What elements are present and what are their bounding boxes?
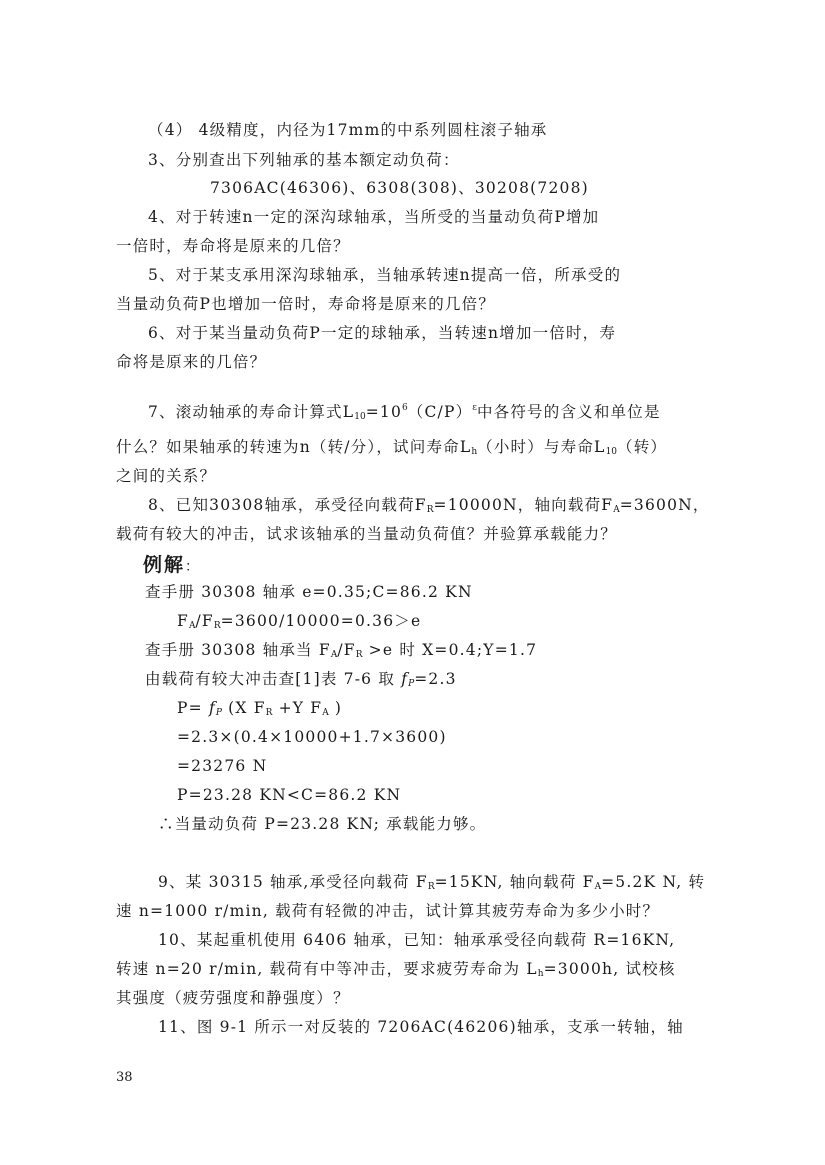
text-line: 其强度（疲劳强度和静强度）？ bbox=[116, 989, 350, 1007]
question-11: 11、图 9-1 所示一对反装的 7206AC(46206)轴承，支承一转轴，轴 bbox=[158, 1018, 684, 1036]
conclusion-line: ∴当量动负荷 P=23.28 KN; 承载能力够。 bbox=[158, 815, 487, 833]
text-line: 当量动负荷P也增加一倍时，寿命将是原来的几倍？ bbox=[116, 295, 496, 313]
question-5: 5、对于某支承用深沟球轴承，当轴承转速n提高一倍，所承受的 bbox=[148, 266, 622, 284]
text-line: 命将是原来的几倍？ bbox=[116, 353, 267, 371]
formula-line: $P= f_P$ (X $F_R +Y$ $F_A$ ) bbox=[177, 699, 343, 718]
formula-line: =23276 N bbox=[177, 757, 268, 775]
question-6: 6、对于某当量动负荷P一定的球轴承，当转速n增加一倍时，寿 bbox=[148, 324, 617, 342]
page-number: 38 bbox=[116, 1070, 133, 1085]
question-3: 3、分别查出下列轴承的基本额定动负荷： bbox=[148, 151, 460, 169]
question-10: 10、某起重机使用 6406 轴承，已知：轴承承受径向载荷 R=16KN, bbox=[158, 931, 676, 949]
solution-line: 查手册 30308 轴承 e=0.35;C=86.2 KN bbox=[145, 583, 473, 601]
formula-line: =2.3×(0.4×10000+1.7×3600) bbox=[177, 728, 447, 746]
question-4: 4、对于转速n一定的深沟球轴承，当所受的当量动负荷P增加 bbox=[148, 208, 600, 226]
text-line: 速 n=1000 r/min, 载荷有轻微的冲击，试计算其疲劳寿命为多少小时？ bbox=[116, 902, 660, 920]
solution-line: 查手册 30308 轴承当 $F_A/F_R >e$ 时 X=0.4;Y=1.7 bbox=[145, 641, 538, 660]
question-8: 8、已知30308轴承，承受径向载荷$F_R=10000N$，轴向载荷$F_A=3600N$， bbox=[148, 496, 710, 515]
example-heading: 例解： bbox=[143, 554, 202, 576]
text-line: 载荷有较大的冲击，试求该轴承的当量动负荷值？并验算承载能力？ bbox=[116, 525, 618, 543]
bearing-list: 7306AC(46306)、6308(308)、30208(7208) bbox=[210, 179, 589, 197]
text-line: 什么？如果轴承的转速为n（转/分），试问寿命$L_h$（小时）与寿命$L_{10}$（转） bbox=[116, 438, 668, 457]
text-line: （4） 4级精度，内径为17mm的中系列圆柱滚子轴承 bbox=[148, 121, 548, 139]
solution-line: $F_A/F_R=3600/10000=0.36>e$ bbox=[177, 612, 422, 631]
text-line: 一倍时，寿命将是原来的几倍？ bbox=[116, 237, 350, 255]
formula-line: P=23.28 KN<C=86.2 KN bbox=[177, 786, 402, 804]
text-line: 转速 n=20 r/min, 载荷有中等冲击，要求疲劳寿命为 $L_h=3000h$, 试校核 bbox=[116, 960, 676, 979]
question-9: 9、某 30315 轴承,承受径向载荷 $F_R=15KN$, 轴向载荷 $F_A=5.2K$ N, 转 bbox=[158, 873, 706, 892]
question-7: 7、滚动轴承的寿命计算式$L_{10}=10^6(C/P)^\varepsilon$中各符号的含义和单位是 bbox=[148, 403, 661, 422]
text-line: 之间的关系？ bbox=[116, 467, 217, 485]
solution-line: 由载荷有较大冲击查[1]表 7-6 取 $f_P=2.3$ bbox=[145, 670, 457, 689]
